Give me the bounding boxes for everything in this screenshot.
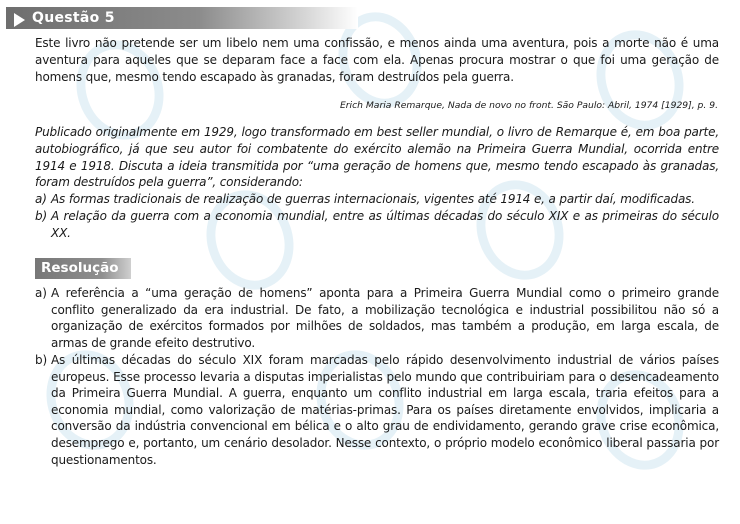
resolution-title: Resolução (41, 260, 119, 276)
play-arrow-icon (14, 13, 25, 27)
question-quote-text: Este livro não pretende ser um libelo nem uma confissão, e menos ainda uma aventura, pois a morte não é uma aventura para aqueles que se deparam face a face com ela. Apenas procura mostrar o que foi uma geração de homens que, mesmo tendo escapado às granadas, foram destruídos pela guerra. (35, 36, 719, 84)
item-text: As formas tradicionais de realização de guerras internacionais, vigentes até 1914 e, a partir daí, modificadas. (51, 192, 695, 206)
item-marker: b) (35, 209, 47, 223)
resolution-item-b (35, 352, 719, 468)
item-marker: a) (35, 192, 47, 206)
question-item-b (35, 208, 719, 241)
item-text: As últimas décadas do século XIX foram marcadas pelo rápido desenvolvimento industrial de vários países europeus. Esse processo levaria a disputas imperialistas pelo mundo que contribuiriam para o desencadeamento da Primeira Guerra Mundial. A guerra, enquanto um conflito industrial em larga escala, traria efeitos para a economia mundial, como valorização de matérias-primas. Para os países diretamente envolvidos, implicaria a conversão da indústria convencional em bélica e o alto grau de endividamento, gerando grave crise econômica, desemprego e, portanto, um cenário desolador. Nesse contexto, o próprio modelo econômico liberal passaria por questionamentos. (51, 353, 719, 467)
item-marker: a) (35, 286, 47, 300)
question-prompt: Publicado originalmente em 1929, logo transformado em best seller mundial, o livro de Remarque é, em boa parte, autobiográfico, já que seu autor foi combatente do exército alemão na Primeira Guerra Mundial, ocorrida entre 1914 e 1918. Discuta a ideia transmitida por “uma geração de homens que, mesmo tendo escapado às granadas, foram destruídos pela guerra”, considerando: (35, 125, 719, 190)
quote-source: Erich Maria Remarque, Nada de novo no front. São Paulo: Abril, 1974 [1929], p. 9. (339, 100, 718, 111)
item-marker: b) (35, 353, 47, 367)
item-text: A referência a “uma geração de homens” aponta para a Primeira Guerra Mundial como o primeiro grande conflito generalizado da era industrial. De fato, a mobilização tecnológica e industrial possibilitou não só a organização de exércitos formados por milhões de soldados, mas também a produção, em larga escala, de armas de grande efeito destrutivo. (51, 286, 719, 350)
resolution-item-a (35, 285, 719, 351)
item-text: A relação da guerra com a economia mundial, entre as últimas décadas do século XIX e as primeiras do século XX. (51, 209, 719, 240)
question-title: Questão 5 (32, 10, 115, 26)
question-item-a (35, 191, 719, 208)
